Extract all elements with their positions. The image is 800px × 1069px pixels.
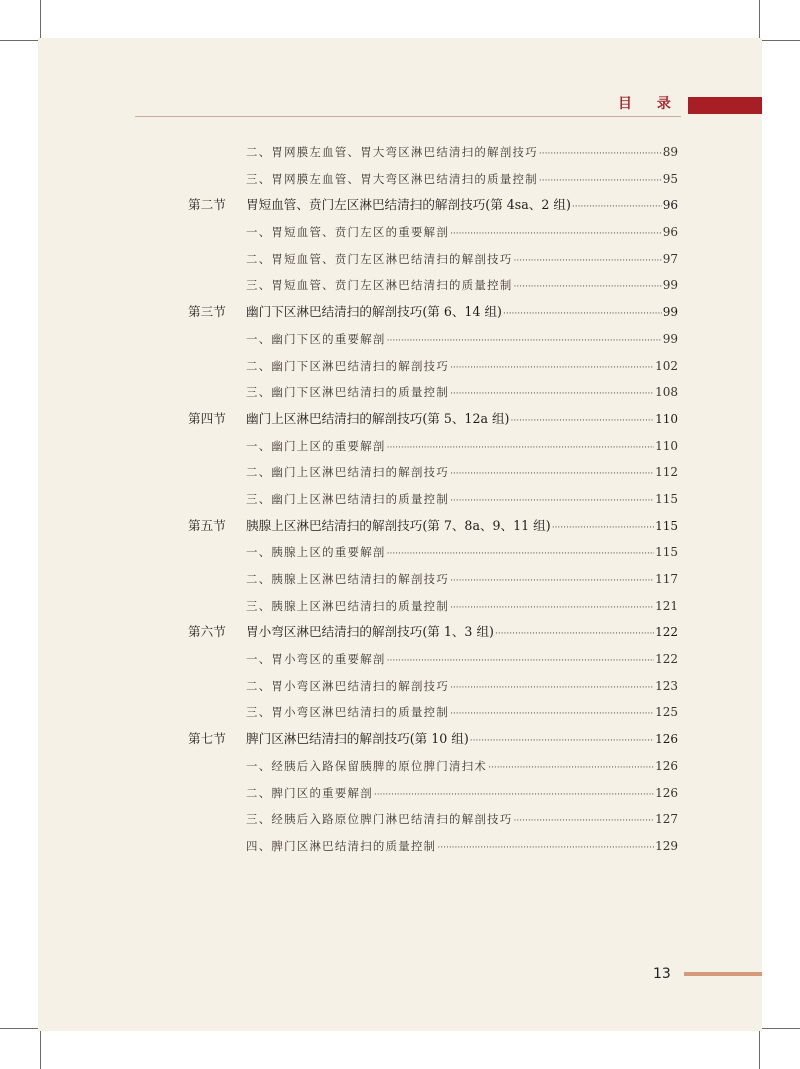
header-rule (135, 116, 681, 117)
entry-page-number: 115 (655, 545, 678, 560)
toc-section-entry[interactable] (188, 619, 678, 646)
dot-leader (437, 835, 654, 862)
toc-subsection-entry[interactable] (188, 699, 678, 726)
entry-page-number: 112 (655, 465, 678, 480)
page-title: 目 录 (618, 96, 681, 112)
entry-title: 二、脾门区的重要解剖 (246, 785, 373, 800)
entry-page-number: 123 (655, 678, 678, 693)
toc-subsection-entry[interactable] (188, 780, 678, 807)
toc-subsection-entry[interactable] (188, 166, 678, 193)
dot-leader (450, 355, 654, 382)
toc-section-entry[interactable] (188, 192, 678, 219)
page-number: 13 (653, 966, 671, 982)
entry-page-number: 117 (655, 572, 678, 586)
entry-title: 一、胃小弯区的重要解剖 (246, 652, 386, 667)
dot-leader (514, 248, 662, 275)
dot-leader (450, 221, 662, 248)
entry-page-number: 89 (662, 145, 678, 159)
dot-leader (387, 541, 654, 568)
entry-page-number: 110 (655, 411, 678, 426)
section-number: 第六节 (188, 624, 226, 640)
entry-page-number: 97 (662, 251, 678, 266)
footer-accent-bar (684, 972, 762, 976)
dot-leader (514, 274, 662, 301)
entry-title: 二、幽门上区淋巴结清扫的解剖技巧 (246, 465, 450, 480)
entry-page-number: 115 (655, 518, 678, 533)
toc-subsection-entry[interactable] (188, 806, 678, 833)
entry-page-number: 122 (655, 625, 678, 640)
toc-subsection-entry[interactable] (188, 379, 678, 406)
dot-leader (552, 515, 654, 542)
entry-page-number: 125 (655, 705, 678, 720)
entry-title: 三、胰腺上区淋巴结清扫的质量控制 (246, 598, 450, 613)
entry-title: 二、胃小弯区淋巴结清扫的解剖技巧 (246, 678, 450, 693)
entry-title: 三、幽门下区淋巴结清扫的质量控制 (246, 385, 450, 400)
entry-title: 幽门下区淋巴结清扫的解剖技巧(第 6、14 组) (246, 304, 502, 320)
toc-subsection-entry[interactable] (188, 833, 678, 860)
entry-page-number: 115 (655, 491, 678, 506)
toc-subsection-entry[interactable] (188, 486, 678, 513)
toc-subsection-entry[interactable] (188, 246, 678, 273)
entry-title: 一、胃短血管、贲门左区的重要解剖 (246, 225, 450, 240)
entry-page-number: 121 (655, 598, 678, 613)
entry-title: 三、胃短血管、贲门左区淋巴结清扫的质量控制 (246, 278, 513, 293)
entry-page-number: 122 (655, 652, 678, 667)
entry-page-number: 95 (662, 171, 678, 186)
section-number: 第二节 (188, 197, 226, 213)
section-number: 第五节 (188, 517, 226, 533)
entry-title: 二、胰腺上区淋巴结清扫的解剖技巧 (246, 572, 450, 586)
entry-title: 一、经胰后入路保留胰脾的原位脾门清扫术 (246, 758, 488, 773)
entry-page-number: 108 (655, 385, 678, 400)
entry-title: 二、幽门下区淋巴结清扫的解剖技巧 (246, 358, 450, 373)
toc-subsection-entry[interactable] (188, 459, 678, 486)
dot-leader (450, 381, 654, 408)
entry-title: 二、胃网膜左血管、胃大弯区淋巴结清扫的解剖技巧 (246, 145, 538, 159)
entry-title: 一、幽门下区的重要解剖 (246, 331, 386, 346)
toc-subsection-entry[interactable] (188, 593, 678, 620)
entry-title: 三、胃网膜左血管、胃大弯区淋巴结清扫的质量控制 (246, 171, 538, 186)
entry-title: 胰腺上区淋巴结清扫的解剖技巧(第 7、8a、9、11 组) (246, 517, 551, 533)
entry-title: 幽门上区淋巴结清扫的解剖技巧(第 5、12a 组) (246, 410, 510, 426)
dot-leader (450, 461, 654, 488)
entry-title: 脾门区淋巴结清扫的解剖技巧(第 10 组) (246, 731, 469, 747)
toc-section-entry[interactable] (188, 406, 678, 433)
entry-title: 胃短血管、贲门左区淋巴结清扫的解剖技巧(第 4sa、2 组) (246, 197, 571, 213)
dot-leader (539, 168, 662, 195)
dot-leader (387, 328, 662, 355)
section-number: 第七节 (188, 731, 226, 747)
dot-leader (450, 701, 654, 728)
dot-leader (387, 435, 654, 462)
toc-subsection-entry[interactable] (188, 753, 678, 780)
entry-title: 三、胃小弯区淋巴结清扫的质量控制 (246, 705, 450, 720)
section-number: 第四节 (188, 410, 226, 426)
dot-leader (450, 675, 654, 702)
entry-title: 三、经胰后入路原位脾门淋巴结清扫的解剖技巧 (246, 812, 513, 827)
toc-subsection-entry[interactable] (188, 433, 678, 460)
toc-section-entry[interactable] (188, 726, 678, 753)
dot-leader (488, 755, 654, 782)
entry-page-number: 127 (655, 812, 678, 827)
dot-leader (450, 568, 654, 595)
entry-page-number: 126 (655, 732, 678, 747)
dot-leader (450, 488, 654, 515)
entry-page-number: 126 (655, 785, 678, 800)
toc-subsection-entry[interactable] (188, 646, 678, 673)
entry-title: 二、胃短血管、贲门左区淋巴结清扫的解剖技巧 (246, 251, 513, 266)
entry-page-number: 110 (655, 438, 678, 453)
entry-page-number: 96 (662, 225, 678, 240)
entry-title: 胃小弯区淋巴结清扫的解剖技巧(第 1、3 组) (246, 624, 494, 640)
entry-page-number: 99 (662, 331, 678, 346)
entry-title: 四、脾门区淋巴结清扫的质量控制 (246, 838, 437, 853)
entry-title: 三、幽门上区淋巴结清扫的质量控制 (246, 491, 450, 506)
dot-leader (572, 194, 662, 221)
dot-leader (503, 301, 662, 328)
dot-leader (387, 648, 654, 675)
entry-page-number: 129 (655, 838, 678, 853)
toc-subsection-entry[interactable] (188, 326, 678, 353)
dot-leader (495, 621, 654, 648)
toc-subsection-entry[interactable] (188, 219, 678, 246)
entry-title: 一、幽门上区的重要解剖 (246, 438, 386, 453)
dot-leader (514, 808, 655, 835)
toc-section-entry[interactable] (188, 513, 678, 540)
dot-leader (539, 141, 662, 168)
entry-page-number: 102 (655, 358, 678, 373)
entry-page-number: 126 (655, 758, 678, 773)
header-accent-bar (688, 97, 762, 114)
toc-subsection-entry[interactable] (188, 139, 678, 166)
toc-subsection-entry[interactable] (188, 539, 678, 566)
section-number: 第三节 (188, 304, 226, 320)
toc-subsection-entry[interactable] (188, 673, 678, 700)
dot-leader (450, 595, 654, 622)
dot-leader (470, 728, 654, 755)
entry-page-number: 99 (662, 305, 678, 320)
toc-subsection-entry[interactable] (188, 272, 678, 299)
dot-leader (374, 782, 654, 809)
toc-subsection-entry[interactable] (188, 353, 678, 380)
entry-title: 一、胰腺上区的重要解剖 (246, 545, 386, 560)
toc-subsection-entry[interactable] (188, 566, 678, 593)
toc-section-entry[interactable] (188, 299, 678, 326)
entry-page-number: 96 (662, 198, 678, 213)
dot-leader (510, 408, 654, 435)
entry-page-number: 99 (662, 278, 678, 293)
table-of-contents (188, 139, 678, 860)
